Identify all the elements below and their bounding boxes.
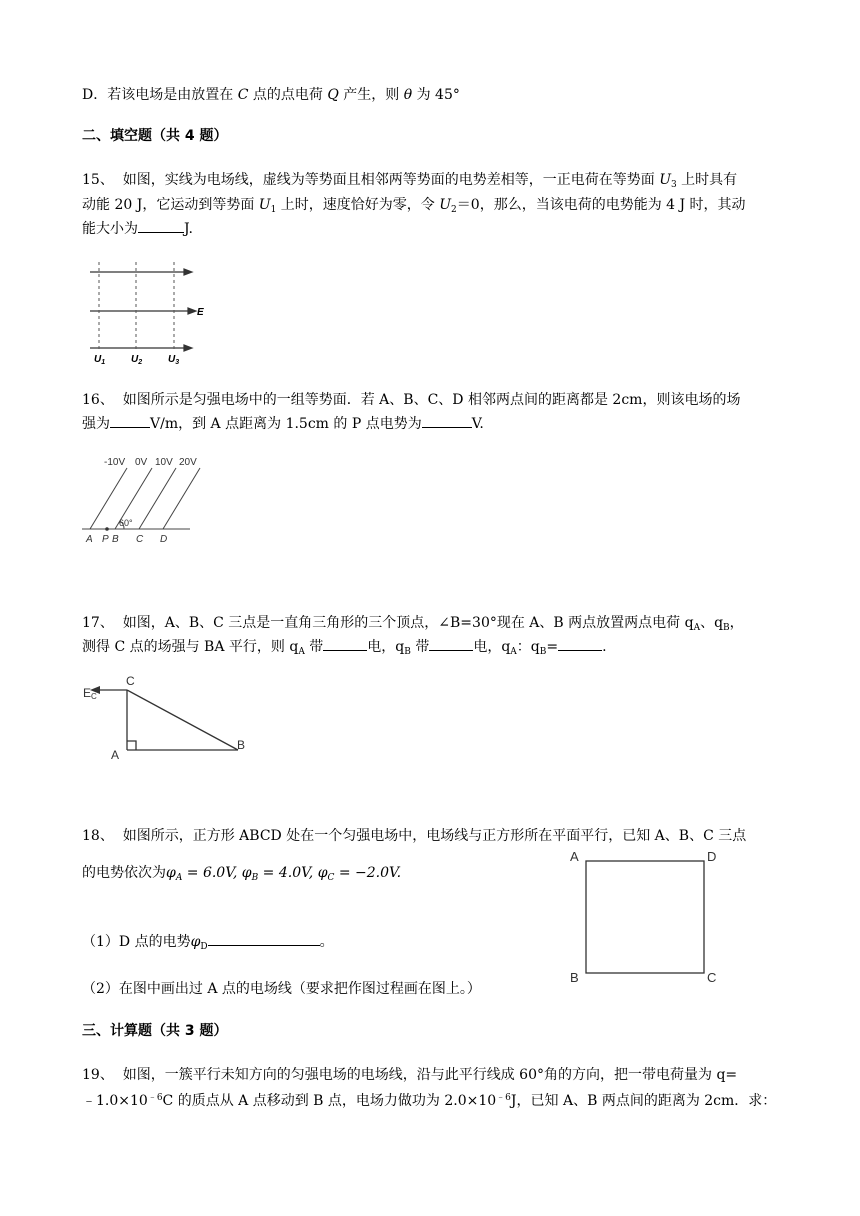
label-neg10v: -10V (104, 457, 126, 468)
text: 如图，一簇平行未知方向的匀强电场的电场线，沿与此平行线成 60°角的方向，把一带电荷量为 q= (122, 1067, 738, 1083)
point-a: A (86, 534, 93, 545)
q18-part1 (82, 932, 334, 956)
text: J. (184, 221, 193, 237)
text: （1）D 点的电势 (82, 934, 191, 950)
question-number: 16、 (82, 392, 114, 408)
point-c: C (136, 534, 144, 545)
var-q: Q (327, 87, 339, 103)
text: 点的点电荷 (248, 87, 328, 103)
exponent: ﹣6 (496, 1093, 511, 1103)
section-heading-fill-blank: 二、填空题（共 4 题） (82, 128, 228, 144)
text: 强为 (82, 416, 110, 432)
q15-line2 (82, 196, 746, 219)
text: V. (471, 416, 484, 432)
label-20v: 20V (179, 457, 197, 468)
u3-label: $U_3$ (168, 354, 180, 366)
text: 为 45° (412, 87, 460, 103)
sub: B (723, 623, 730, 633)
sub: 1 (270, 205, 277, 215)
text: 、q (700, 615, 724, 631)
text: 测得 C 点的场强与 BA 平行，则 q (82, 639, 299, 655)
sub: D (200, 942, 208, 952)
option-d-line (82, 86, 460, 104)
point-b: B (112, 534, 119, 545)
potential-formula: $\varphi_A = 6.0V$, $\varphi_B = 4.0V$, $\varphi_C = -2.0V$. (166, 865, 402, 883)
text: 如图，实线为电场线，虚线为等势面且相邻两等势面的电势差相等，一正电荷在等势面 (122, 172, 660, 188)
question-number: 18、 (82, 828, 114, 844)
text: ， (729, 615, 744, 631)
text: = (546, 639, 559, 655)
answer-blank[interactable] (208, 932, 320, 946)
section-heading-calculation: 三、计算题（共 3 题） (82, 1023, 228, 1039)
answer-blank[interactable] (429, 637, 473, 651)
text: 如图，A、B、C 三点是一直角三角形的三个顶点，∠B=30°现在 A、B 两点放置两点电荷 q (122, 615, 694, 631)
vertex-b: B (570, 970, 579, 985)
vertex-b: B (237, 738, 246, 752)
var-c: C (237, 87, 249, 103)
text: J，已知 A、B 两点间的距离为 2cm．求： (510, 1093, 777, 1109)
q18-line2 (82, 864, 401, 887)
q18-part2: （2）在图中画出过 A 点的电场线（要求把作图过程画在图上。） (82, 981, 481, 997)
answer-blank[interactable] (558, 637, 602, 651)
text: 上时，速度恰好为零，令 (276, 197, 440, 213)
text: C 的质点从 A 点移动到 B 点，电场力做功为 2.0×10 (162, 1093, 497, 1109)
q17-line2 (82, 637, 607, 661)
u2-label: $U_2$ (131, 354, 143, 366)
text: 如图所示是匀强电场中的一组等势面．若 A、B、C、D 相邻两点间的距离都是 2cm，则该电场的场 (122, 392, 741, 408)
answer-blank[interactable] (110, 414, 150, 428)
point-d: D (160, 534, 168, 545)
vertex-d: D (707, 849, 717, 864)
var-u: U (659, 172, 671, 188)
q15-field-diagram (82, 256, 212, 368)
text: D．若该电场是由放置在 (82, 87, 238, 103)
text: 带 (304, 639, 324, 655)
answer-blank[interactable] (323, 637, 367, 651)
phi-symbol: φ (190, 934, 201, 950)
q19-line2 (82, 1089, 776, 1110)
q16-line1 (82, 391, 740, 409)
sub: B (539, 647, 547, 657)
text: 电，q (473, 639, 511, 655)
e-label: E (197, 307, 204, 318)
sub: B (404, 647, 411, 657)
text: 电，q (367, 639, 405, 655)
sub: A (510, 647, 517, 657)
answer-blank[interactable] (422, 414, 472, 428)
text: ：q (516, 639, 540, 655)
sub: 3 (671, 180, 677, 190)
label-10v: 10V (155, 457, 173, 468)
vertex-c: C (126, 674, 135, 688)
sub: A (298, 647, 305, 657)
text: 如图所示，正方形 ABCD 处在一个匀强电场中，电场线与正方形所在平面平行，已知 A、B、C 三点 (122, 828, 747, 844)
text: V/m，到 A 点距离为 1.5cm 的 P 点电势为 (150, 416, 422, 432)
q18-line1 (82, 827, 746, 845)
text: 上时具有 (676, 172, 738, 188)
q16-equipotential-diagram (80, 452, 205, 546)
answer-blank[interactable] (138, 219, 184, 233)
text: . (602, 639, 607, 655)
q18-square-diagram (566, 844, 726, 986)
sub: 2 (451, 205, 457, 215)
q16-line2 (82, 414, 484, 433)
question-number: 17、 (82, 615, 114, 631)
text: 动能 20 J，它运动到等势面 (82, 197, 259, 213)
ec-label: EC (83, 686, 97, 701)
u1-label: $U_1$ (94, 354, 106, 366)
vertex-c: C (707, 970, 717, 985)
vertex-a: A (111, 748, 120, 762)
text: ﹣1.0×10 (82, 1093, 148, 1109)
q17-triangle-diagram (80, 670, 250, 766)
exponent: ﹣6 (147, 1093, 163, 1103)
text: 。 (319, 934, 334, 950)
point-p: P (102, 534, 109, 545)
sub: A (693, 623, 701, 633)
text: 带 (410, 639, 430, 655)
question-number: 19、 (82, 1067, 114, 1083)
q17-line1 (82, 614, 744, 637)
q15-line1 (82, 171, 737, 194)
q15-line3 (82, 219, 193, 238)
text: ＝0，那么，当该电荷的电势能为 4 J 时，其动 (456, 197, 746, 213)
text: 能大小为 (82, 221, 138, 237)
q19-line1 (82, 1066, 737, 1084)
text: 产生，则 (338, 87, 404, 103)
var-u: U (439, 197, 452, 213)
question-number: 15、 (82, 172, 114, 188)
text: 的电势依次为 (82, 865, 166, 881)
var-theta: θ (403, 87, 413, 103)
angle-label: 60° (119, 518, 133, 528)
label-0v: 0V (135, 457, 148, 468)
vertex-a: A (570, 849, 579, 864)
var-u: U (258, 197, 271, 213)
